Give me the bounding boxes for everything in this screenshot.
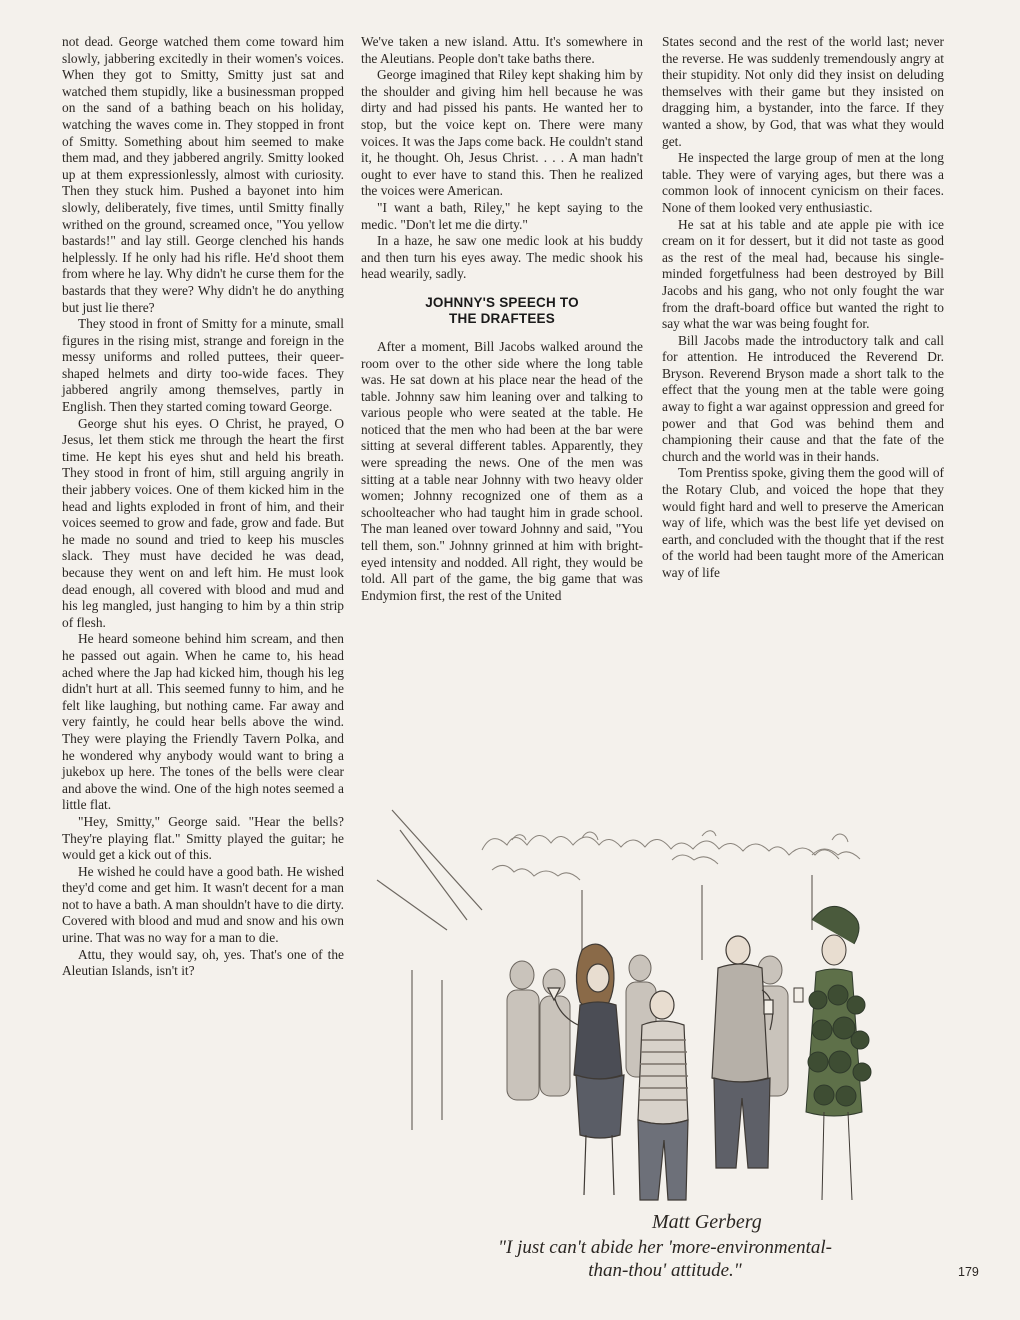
caption-line: than-thou' attitude."	[588, 1260, 742, 1281]
paragraph: "Hey, Smitty," George said. "Hear the bells? They're playing flat." Smitty played the guitar; he would get a kick out of this.	[62, 813, 344, 863]
text-column-2	[361, 34, 643, 604]
cartoon-caption	[380, 1236, 950, 1282]
paragraph: George shut his eyes. O Christ, he prayed, O Jesus, let them stick me through the heart the first time. He kept his eyes shut and held his breath. They stood in front of him, still arguing angrily in their jabbery voices. One of them kicked him in the head and lights exploded in front of him, and their voices seemed to grow and fade, grow and fade. But he made no sound and tried to keep his muscles slack. They must have decided he was dead, because they went on and left him. He must look dead enough, all covered with blood and mud and his leg mangled, just hanging to him by a thin strip of flesh.	[62, 415, 344, 630]
paragraph: He wished he could have a good bath. He wished they'd come and get him. It wasn't decent for a man not to have a bath. A man shouldn't have to die dirty. Covered with blood and mud and snow and his own urine. That was no way for a man to die.	[62, 863, 344, 946]
paragraph: He sat at his table and ate apple pie with ice cream on it for dessert, but it did not taste as good as the rest of the meal had, because his single-minded forgetfulness had been destroyed by Bill Jacobs and his gang, who not only fought the war from the draft-board office but wanted the right to say what the war was being fought for.	[662, 216, 944, 332]
subhead-line: THE DRAFTEES	[449, 310, 555, 326]
paragraph: They stood in front of Smitty for a minute, small figures in the rising mist, strange and foreign in the messy uniforms and rolled puttees, their queer-shaped helmets and dirty too-wide faces. They jabbered angrily among themselves, partly in English. Then they started coming toward George.	[62, 316, 344, 415]
paragraph: He inspected the large group of men at the long table. They were of varying ages, but there was a common look of innocent cynicism on their faces. None of them looked very enthusiastic.	[662, 150, 944, 215]
paragraph: "I want a bath, Riley," he kept saying to the medic. "Don't let me die dirty."	[361, 199, 643, 232]
subhead-line: JOHNNY'S SPEECH TO	[425, 294, 579, 310]
tree-foliage	[482, 831, 860, 880]
paragraph: He heard someone behind him scream, and then he passed out again. When he came to, his head ached where the Jap had kicked him, though his leg didn't hurt at all. This seemed funny to him, and he felt like laughing, but nothing came. Far away and very faintly, he could hear bells above the wind. They were playing the Friendly Tavern Polka, and he wondered why anybody would want to bring a jukebox up here. The tones of the bells were clear and above the wind. One of the high notes seemed a little flat.	[62, 631, 344, 813]
paragraph: States second and the rest of the world last; never the reverse. He was suddenly tremendously angry at their stupidity. Not only did they insist on deluding themselves with their game but they insisted on dragging him, a bystander, into the farce. If they wanted a show, by God, that was what they would get.	[662, 34, 944, 149]
paragraph: George imagined that Riley kept shaking him by the shoulder and giving him hell because he was dirty and had pissed his pants. He wanted her to stop, but the voice kept on. There were many voices. It was the Japs come back. He couldn't stand it, he thought. Oh, Jesus Christ. . . . A man hadn't ought to ever have to stand this. Then he realized the voices were American.	[361, 67, 643, 199]
section-subhead	[361, 295, 643, 327]
paragraph: We've taken a new island. Attu. It's somewhere in the Aleutians. People don't take baths there.	[361, 34, 643, 66]
text-column-3	[662, 34, 944, 582]
leaf-dress-figure	[794, 906, 871, 1200]
artist-signature: Matt Gerberg	[652, 1211, 762, 1233]
text-column-1	[62, 34, 344, 980]
paragraph: In a haze, he saw one medic look at his buddy and then turn his eyes away. The medic shook his head wearily, sadly.	[361, 233, 643, 282]
paragraph: Bill Jacobs made the introductory talk and call for attention. He introduced the Reverend Dr. Bryson. Reverend Bryson made a short talk to the effect that the young men at the table were going away to fight a war against oppression and greed for power and that God was behind them and championing their cause and that the fate of the church and the world was in their hands.	[662, 332, 944, 464]
paragraph: Attu, they would say, oh, yes. That's one of the Aleutian Islands, isn't it?	[62, 946, 344, 979]
caption-line: "I just can't abide her 'more-environmental-	[498, 1237, 832, 1258]
paragraph: not dead. George watched them come toward him slowly, jabbering excitedly in their women's voices. When they got to Smitty, Smitty just sat and watched them stupidly, like a businessman propped on the sand of a bathing beach on his holiday, watching the waves come in. They stopped in front of Smitty. Something about him seemed to make them mad, and they jabbered angrily. Smitty looked up at them expressionlessly, almost with curiosity. Then they stuck him. Pushed a bayonet into him slowly, deliberately, five times, until Smitty finally writhed on the ground, screamed once, "You yellow bastards!" and lay still. George clenched his hands helplessly. If he only had his rifle. He'd shoot them from where he lay. Why didn't he curse them for the bastards that they were? Why didn't he do anything but just lie there?	[62, 34, 344, 315]
page-number: 179	[958, 1265, 979, 1279]
paragraph: Tom Prentiss spoke, giving them the good will of the Rotary Club, and voiced the hope that they would fight hard and well to preserve the American way of life, which was the best life yet devised on earth, and concluded with the thought that if the rest of the world had been taught more of the American way of life	[662, 465, 944, 580]
cartoon-illustration	[372, 800, 950, 1240]
paragraph: After a moment, Bill Jacobs walked around the room over to the other side where the long table was. He sat down at his place near the head of the table. Johnny saw him leaning over and talking to various people who were seated at the table. He noticed that the men who had been at the bar were sitting at several different tables. Apparently, they were spreading the news. One of the men was sitting at a table near Johnny with two heavy older women; Johnny recognized one of them as a schoolteacher who had taught him in grade school. The man leaned over toward Johnny and said, "You tell them, son." Johnny grinned at him with bright-eyed intensity and nodded. All right, they would be told. All part of the game, the big game that was Endymion first, the rest of the United	[361, 338, 643, 603]
